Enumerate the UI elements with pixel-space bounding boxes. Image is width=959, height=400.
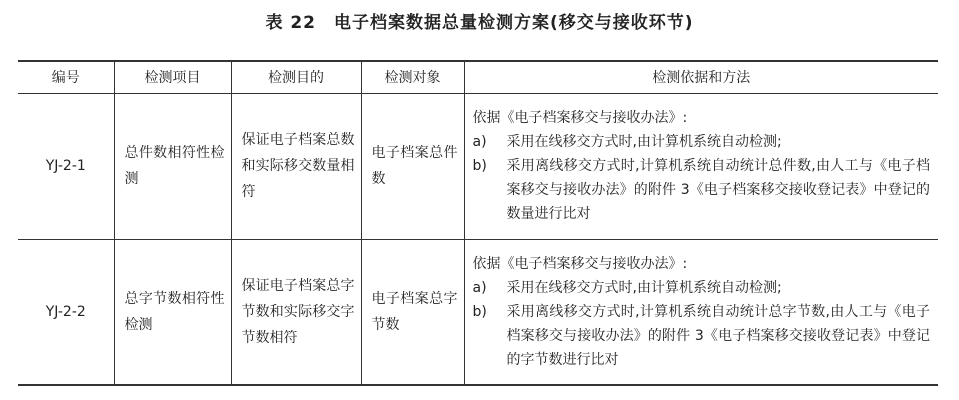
row-purpose: 保证电子档案总数和实际移交数量相符 (231, 93, 361, 239)
table-header-row (18, 61, 938, 93)
header-purpose: 检测目的 (231, 61, 361, 93)
row-method (464, 239, 938, 385)
row-item: 总件数相符性检测 (114, 93, 231, 239)
method-intro: 依据《电子档案移交与接收办法》: (472, 110, 688, 126)
method-item (473, 276, 931, 300)
row-id: YJ-2-1 (18, 93, 114, 239)
method-text: 采用在线移交方式时,由计算机系统自动检测; (506, 134, 782, 150)
method-item (473, 154, 931, 226)
row-method (464, 93, 938, 239)
row-object: 电子档案总字节数 (361, 239, 464, 385)
table-row (18, 93, 938, 239)
header-item: 检测项目 (114, 61, 231, 93)
method-item (473, 130, 931, 154)
detection-scheme-table (18, 60, 938, 386)
method-intro: 依据《电子档案移交与接收办法》: (472, 255, 688, 272)
table-title: 表 22 电子档案数据总量检测方案(移交与接收环节) (265, 13, 694, 33)
method-marker: b) (472, 158, 487, 174)
header-method: 检测依据和方法 (464, 61, 938, 93)
header-object: 检测对象 (361, 61, 464, 93)
table-row (18, 239, 938, 385)
row-object: 电子档案总件数 (361, 93, 464, 239)
method-marker: b) (472, 303, 487, 320)
method-marker: a) (472, 134, 487, 150)
method-item (473, 300, 931, 372)
method-text: 采用离线移交方式时,计算机系统自动统计总件数,由人工与《电子档案移交与接收办法》的附件 3《电子档案移交接收登记表》中登记的数量进行比对 (506, 158, 930, 222)
method-text: 采用离线移交方式时,计算机系统自动统计总字节数,由人工与《电子档案移交与接收办法》的附件 3《电子档案移交接收登记表》中登记的字节数进行比对 (506, 303, 930, 368)
method-text: 采用在线移交方式时,由计算机系统自动检测; (506, 279, 782, 296)
header-id: 编号 (18, 61, 114, 93)
method-marker: a) (472, 279, 487, 296)
row-purpose: 保证电子档案总字节数和实际移交字节数相符 (231, 239, 361, 385)
row-item: 总字节数相符性检测 (114, 239, 231, 385)
row-id: YJ-2-2 (18, 239, 114, 385)
